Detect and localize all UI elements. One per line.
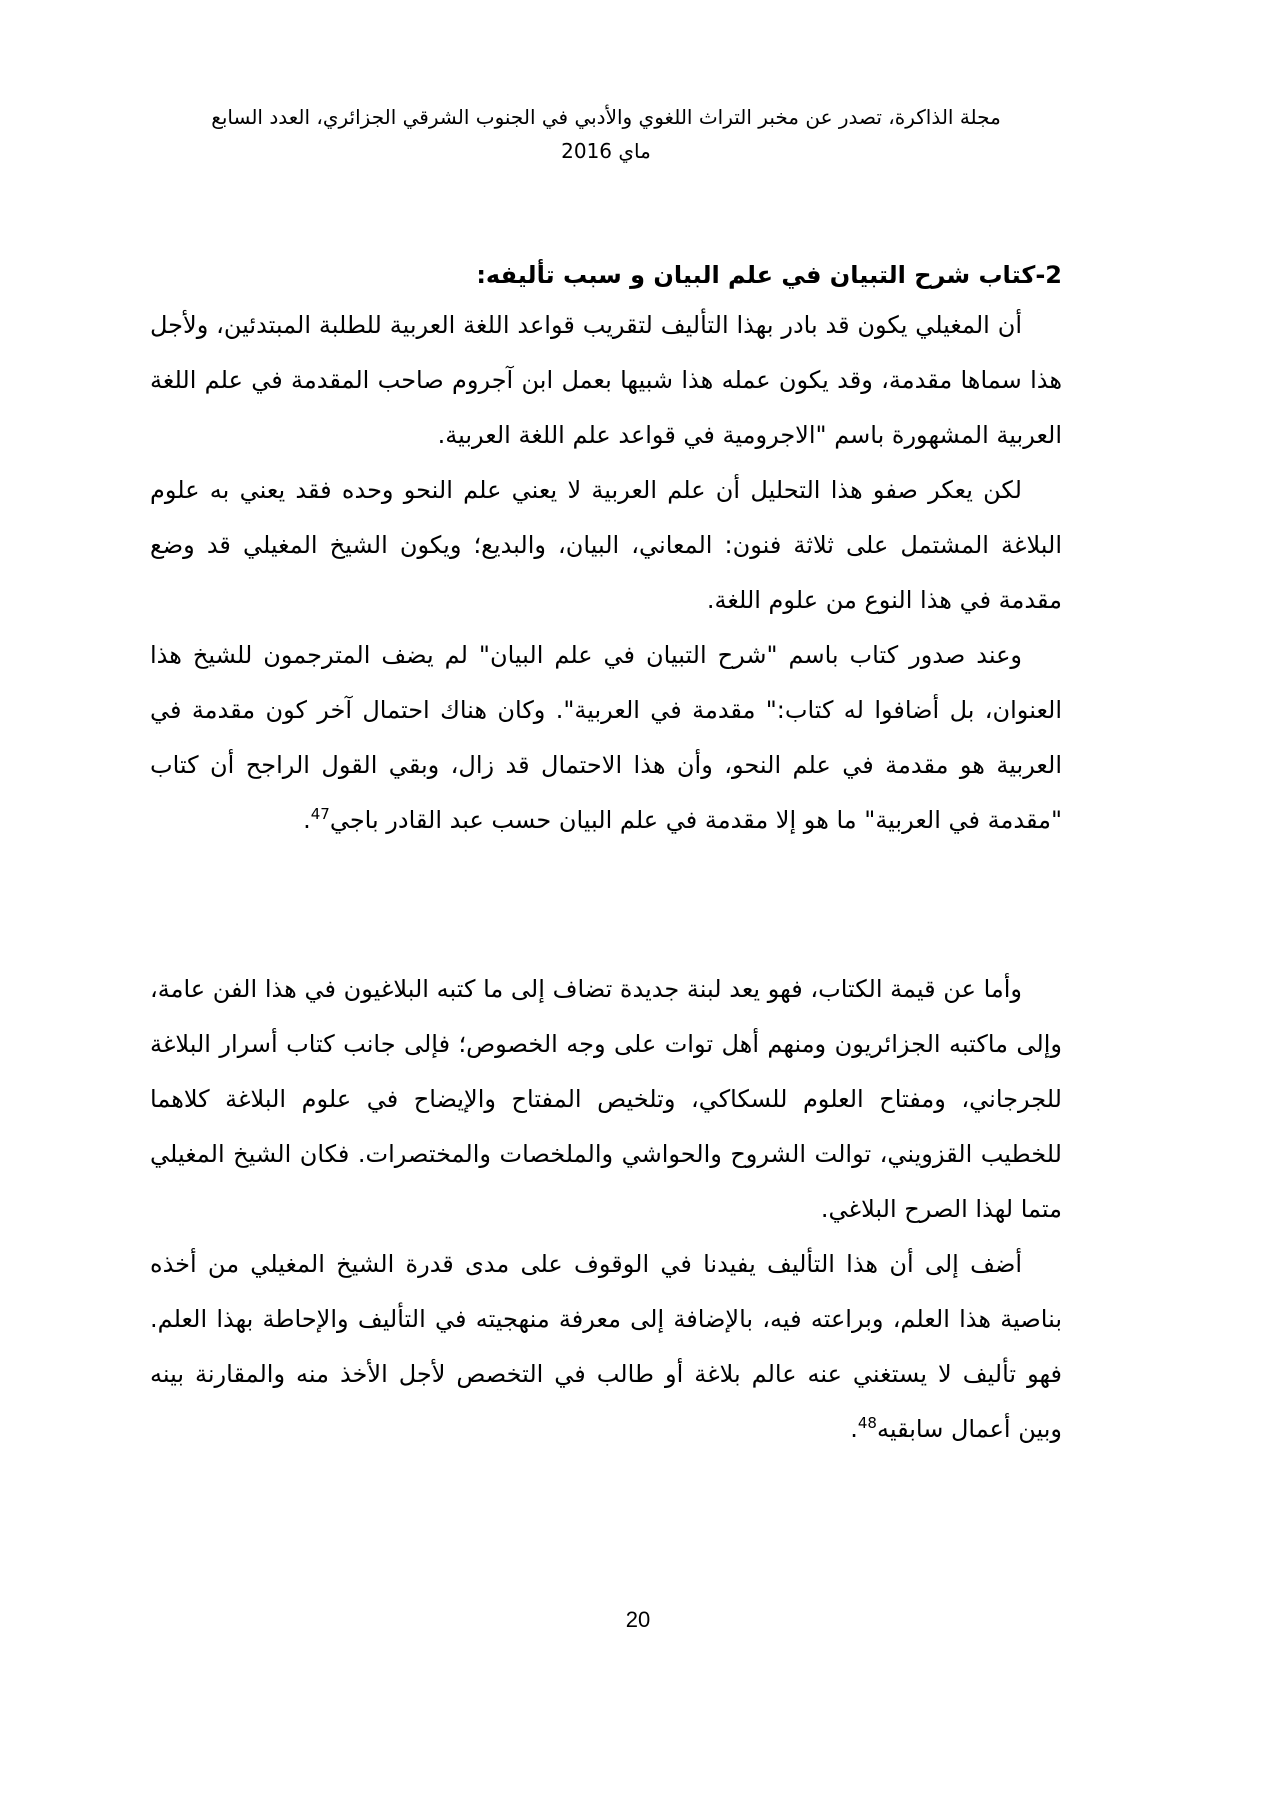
journal-date-line: ماي 2016 [561,139,651,163]
paragraph-3-end: . [303,806,311,834]
footnote-ref-48: 48 [857,1414,877,1432]
journal-header [150,100,1062,168]
paragraph-3-text: وعند صدور كتاب باسم "شرح التبيان في علم البيان" لم يضف المترجمون للشيخ هذا العنوان، بل أضافوا له كتاب:" مقدمة في العربية". وكان هناك احتمال آخر كون مقدمة في العربية هو مقدمة في علم النحو، وأن هذا الاحتمال قد زال، وبقي القول الراجح أن كتاب "مقدمة في العربية" ما هو إلا مقدمة في علم البيان حسب عبد القادر باجي [150,641,1062,834]
paragraph-1: أن المغيلي يكون قد بادر بهذا التأليف لتقريب قواعد اللغة العربية للطلبة المبتدئين، ولأجل هذا سماها مقدمة، وقد يكون عمله هذا شبيها بعمل ابن آجروم صاحب المقدمة في علم اللغة العربية المشهورة باسم "الاجرومية في قواعد علم اللغة العربية. [150,311,1062,449]
article-body [150,252,1062,1457]
journal-title-line: مجلة الذاكرة، تصدر عن مخبر التراث اللغوي والأدبي في الجنوب الشرقي الجزائري، العدد السابع [211,105,1001,129]
page-number: 20 [625,1607,651,1632]
paragraph-3 [150,628,1062,848]
paragraph-2: لكن يعكر صفو هذا التحليل أن علم العربية لا يعني علم النحو وحده فقد يعني به علوم البلاغة المشتمل على ثلاثة فنون: المعاني، البيان، والبديع؛ ويكون الشيخ المغيلي قد وضع مقدمة في هذا النوع من علوم اللغة. [150,476,1062,614]
footnote-ref-47: 47 [310,805,330,823]
paragraph-5-end: . [850,1415,858,1443]
paragraph-5-text: أضف إلى أن هذا التأليف يفيدنا في الوقوف على مدى قدرة الشيخ المغيلي من أخذه بناصية هذا العلم، وبراعته فيه، بالإضافة إلى معرفة منهجيته في التأليف والإحاطة بهذا العلم. فهو تأليف لا يستغني عنه عالم بلاغة أو طالب في التخصص لأجل الأخذ منه والمقارنة بينه وبين أعمال سابقيه [150,1250,1062,1443]
paragraph-4: وأما عن قيمة الكتاب، فهو يعد لبنة جديدة تضاف إلى ما كتبه البلاغيون في هذا الفن عامة، وإلى ماكتبه الجزائريون ومنهم أهل توات على وجه الخصوص؛ فإلى جانب كتاب أسرار البلاغة للجرجاني، ومفتاح العلوم للسكاكي، وتلخيص المفتاح والإيضاح في علوم البلاغة كلاهما للخطيب القزويني، توالت الشروح والحواشي والملخصات والمختصرات. فكان الشيخ المغيلي متما لهذا الصرح البلاغي. [150,975,1062,1223]
section-heading: 2-كتاب شرح التبيان في علم البيان و سبب تأليفه: [476,261,1062,289]
paragraph-5 [150,1237,1062,1457]
